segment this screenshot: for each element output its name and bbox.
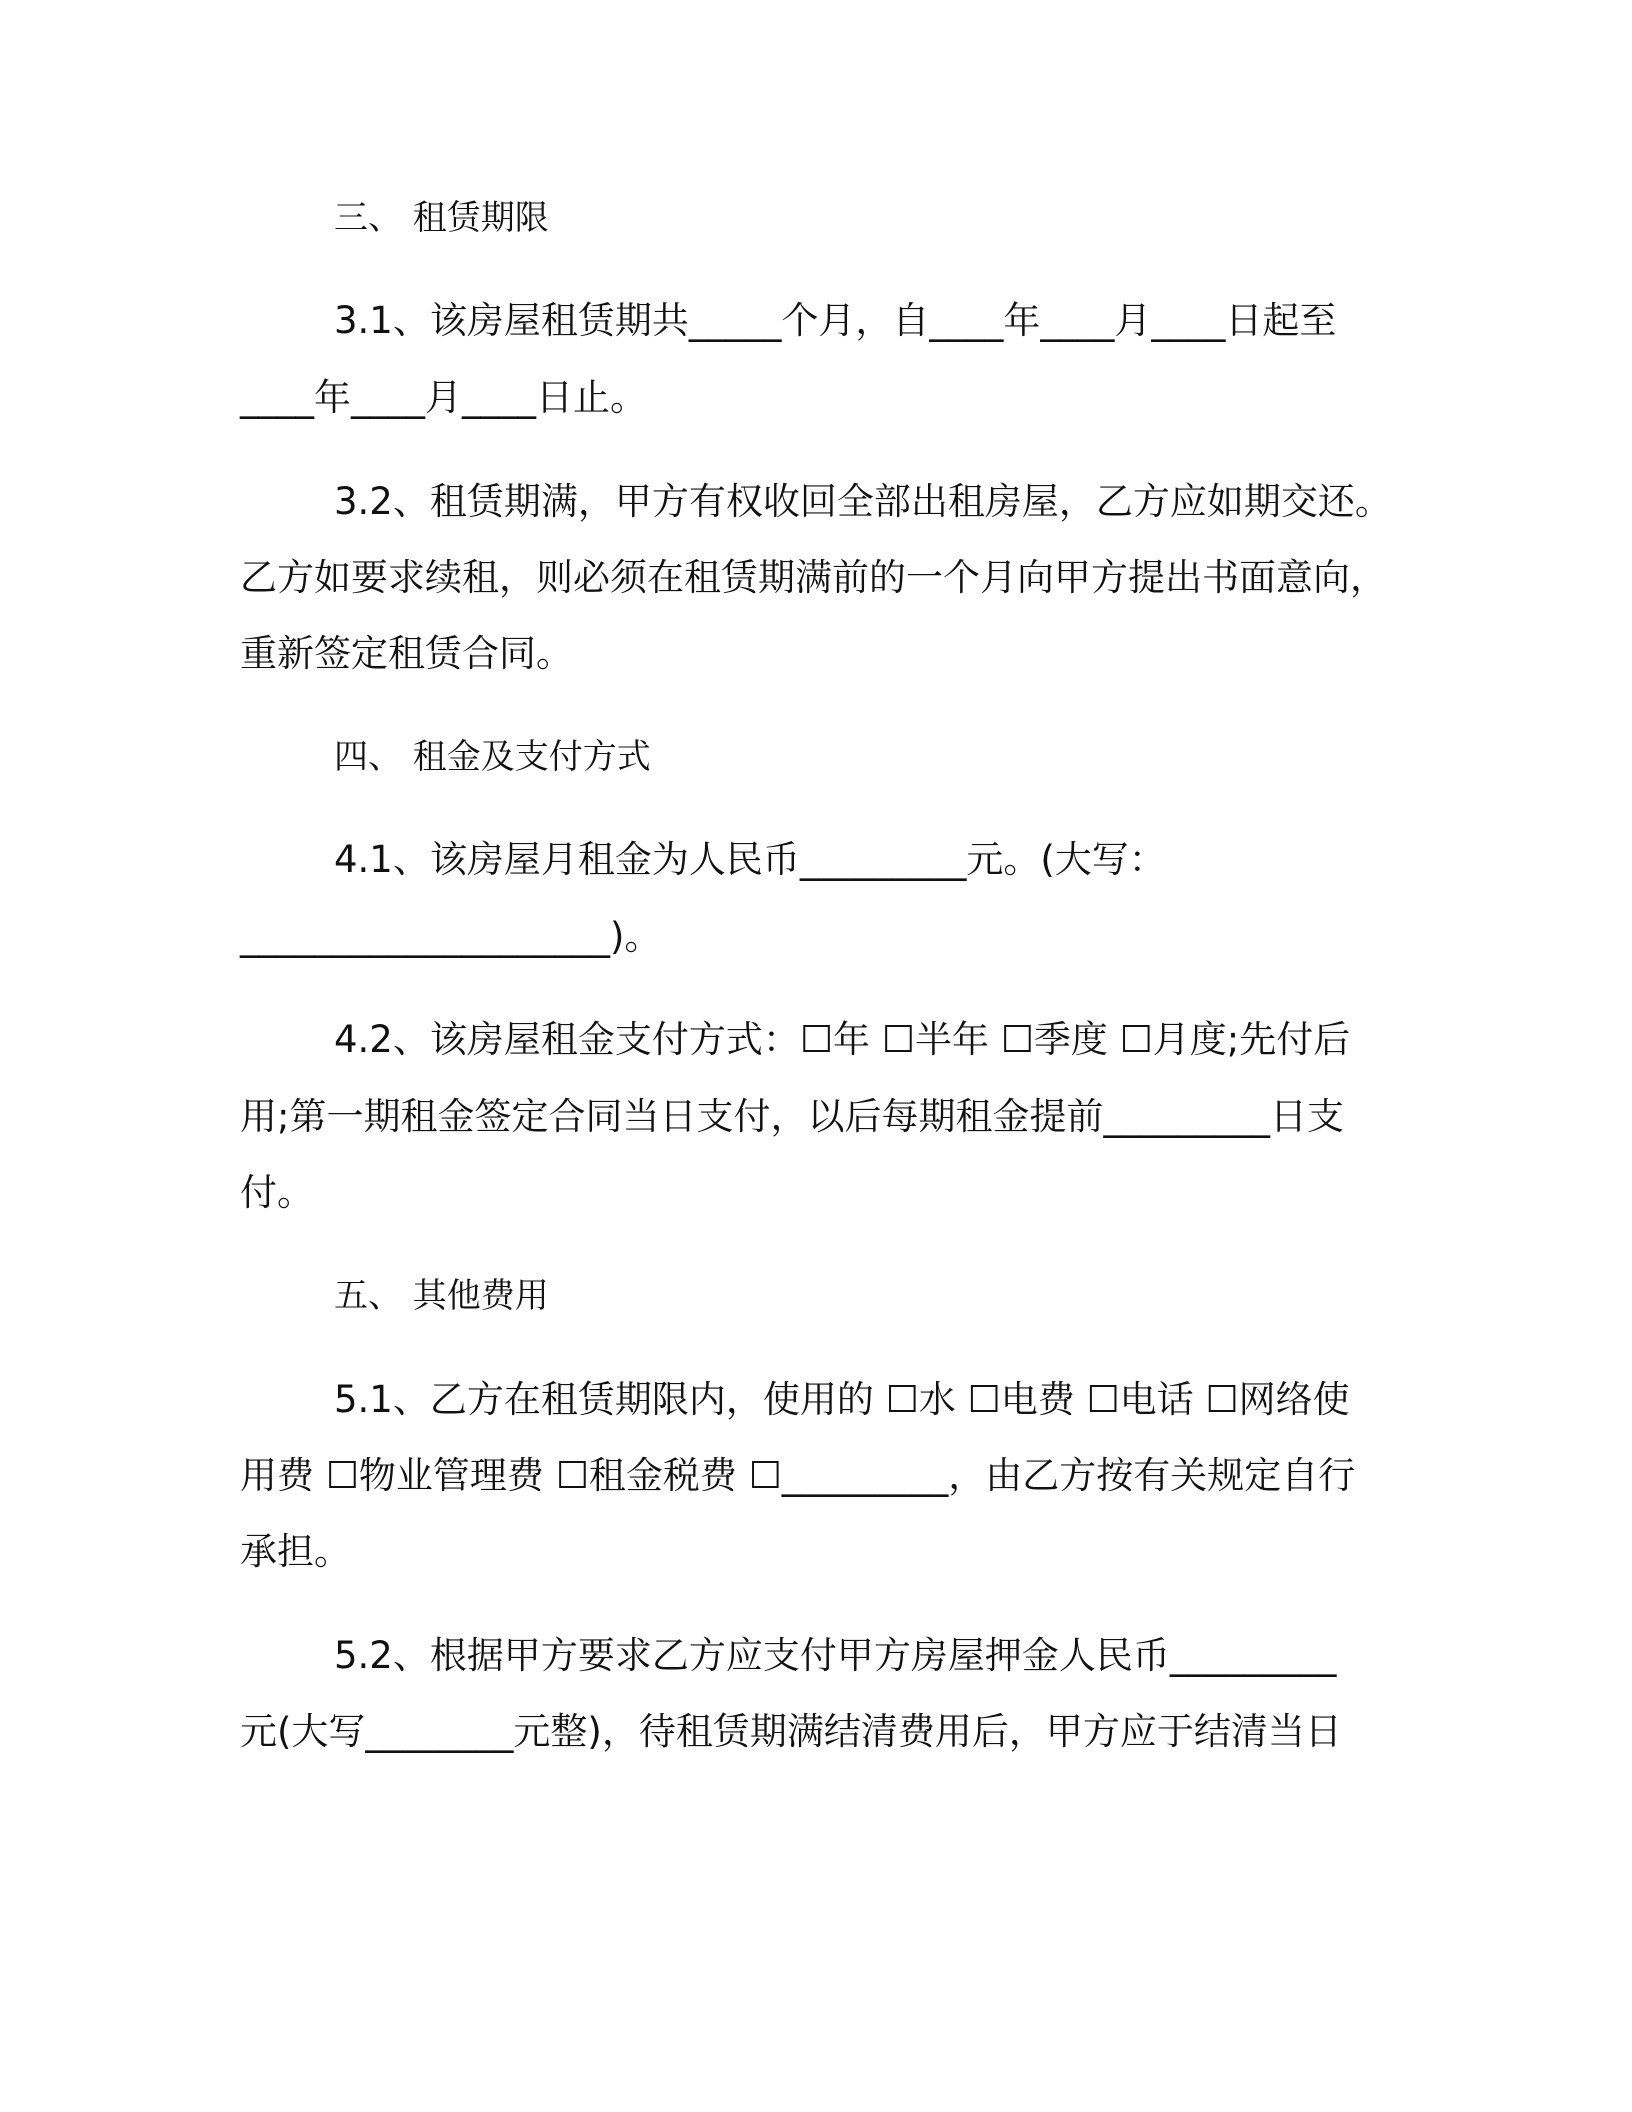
clause-5-2-line-1: 5.2、根据甲方要求乙方应支付甲方房屋押金人民币_________	[334, 1634, 1337, 1677]
section-heading-3: 三、 租赁期限	[334, 198, 549, 238]
clause-3-2-line-1: 3.2、租赁期满，甲方有权收回全部出租房屋，乙方应如期交还。	[334, 480, 1392, 523]
clause-3-1-line-1: 3.1、该房屋租赁期共_____个月，自____年____月____日起至	[334, 299, 1337, 342]
section-heading-4: 四、 租金及支付方式	[334, 737, 651, 777]
clause-3-2-line-3: 重新签定租赁合同。	[240, 632, 573, 675]
clause-4-2-line-3: 付。	[240, 1171, 314, 1214]
clause-4-1-line-2: ____________________)。	[240, 915, 662, 958]
clause-5-1-line-1: 5.1、乙方在租赁期限内，使用的 ☐水 ☐电费 ☐电话 ☐网络使	[334, 1378, 1350, 1421]
clause-4-2-line-2: 用;第一期租金签定合同当日支付，以后每期租金提前_________日支	[240, 1095, 1344, 1138]
clause-3-2-line-2: 乙方如要求续租，则必须在租赁期满前的一个月向甲方提出书面意向，	[240, 556, 1387, 599]
clause-5-1-line-2: 用费 ☐物业管理费 ☐租金税费 ☐_________，由乙方按有关规定自行	[240, 1454, 1356, 1497]
clause-5-2-line-2: 元(大写________元整)，待租赁期满结清费用后，甲方应于结清当日	[240, 1710, 1342, 1753]
section-heading-5: 五、 其他费用	[334, 1276, 549, 1316]
clause-5-1-line-3: 承担。	[240, 1530, 351, 1573]
clause-4-2-line-1: 4.2、该房屋租金支付方式：☐年 ☐半年 ☐季度 ☐月度;先付后	[334, 1018, 1351, 1061]
clause-3-1-line-2: ____年____月____日止。	[240, 376, 647, 419]
clause-4-1-line-1: 4.1、该房屋月租金为人民币_________元。(大写：	[334, 838, 1166, 881]
